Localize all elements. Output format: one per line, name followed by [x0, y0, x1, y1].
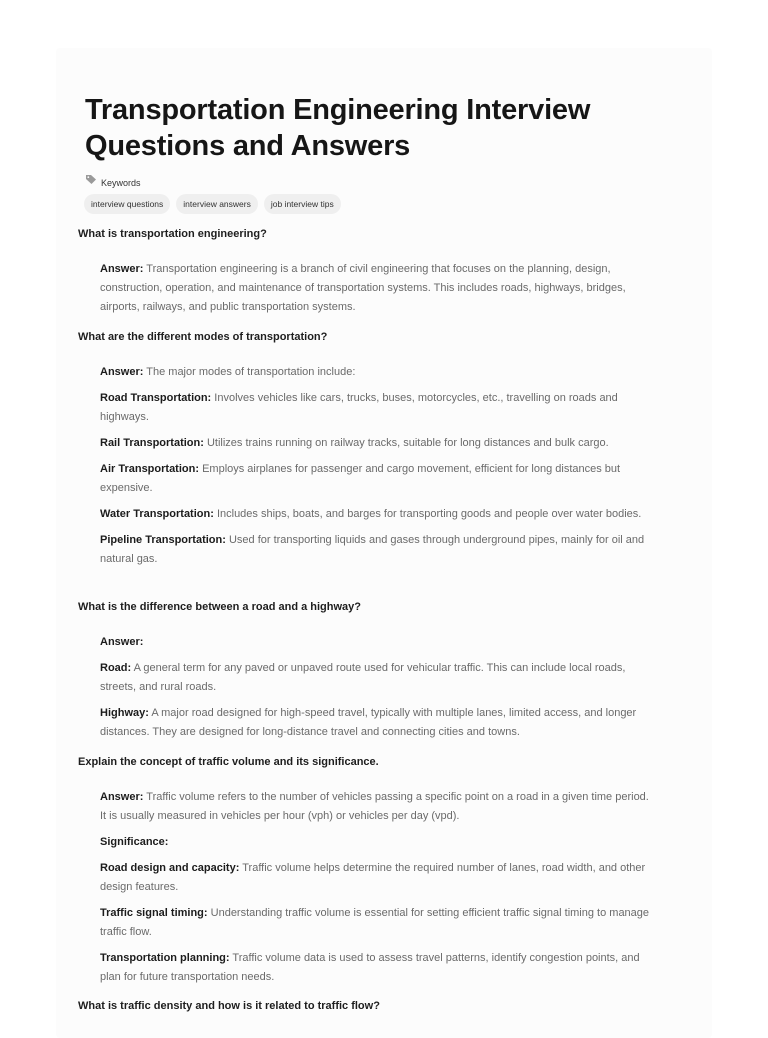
mode-label: Air Transportation:	[100, 463, 200, 475]
significance-item-text: Understanding traffic volume is essential for setting efficient traffic signal timing to manage traffic flow.	[100, 907, 650, 938]
significance-item-label: Traffic signal timing:	[100, 907, 208, 919]
mode-label: Rail Transportation:	[100, 437, 204, 449]
mode-text: Used for transporting liquids and gases through underground pipes, mainly for oil and natural gas.	[100, 534, 645, 565]
significance-label: Significance:	[100, 836, 169, 848]
answer-text: Transportation engineering is a branch of civil engineering that focuses on the planning, design, construction, operation, and maintenance of transportation systems. This includes roads, highways, bridges, airports, railways, and public transportation systems.	[100, 263, 626, 313]
qa-section	[78, 999, 638, 1013]
page-title: Transportation Engineering Interview Questions and Answers	[85, 94, 591, 162]
mode-text: Employs airplanes for passenger and cargo movement, efficient for long distances but expensive.	[100, 463, 621, 494]
mode-text: Utilizes trains running on railway tracks, suitable for long distances and bulk cargo.	[203, 437, 609, 449]
qa-section	[78, 227, 638, 317]
mode-text: Involves vehicles like cars, trucks, buses, motorcycles, etc., travelling on roads and highways.	[100, 392, 618, 423]
keyword-tag[interactable]: interview questions	[84, 194, 170, 214]
definition-text: A general term for any paved or unpaved route used for vehicular traffic. This can include local roads, streets, and rural roads.	[100, 662, 626, 693]
mode-item	[100, 460, 655, 498]
definition-label: Road:	[100, 662, 132, 674]
question-heading: What is traffic density and how is it related to traffic flow?	[78, 1000, 380, 1012]
keyword-tag[interactable]: job interview tips	[264, 194, 341, 214]
answer-block	[100, 260, 655, 317]
mode-label: Road Transportation:	[100, 392, 212, 404]
answer-paragraph	[100, 788, 655, 826]
answer-block	[100, 363, 655, 569]
mode-item	[100, 434, 655, 453]
mode-item	[100, 531, 655, 569]
answer-label: Answer:	[100, 263, 144, 275]
keyword-tag[interactable]: interview answers	[176, 194, 258, 214]
answer-text: The major modes of transportation include:	[143, 366, 356, 378]
definition-item	[100, 704, 655, 742]
question-heading: Explain the concept of traffic volume and its significance.	[78, 756, 379, 768]
mode-item	[100, 505, 655, 524]
keyword-tags	[84, 194, 685, 214]
answer-label: Answer:	[100, 636, 144, 648]
answer-block	[100, 633, 655, 742]
question-heading: What is transportation engineering?	[78, 228, 267, 240]
answer-text: Traffic volume refers to the number of vehicles passing a specific point on a road in a given time period. It is usually measured in vehicles per hour (vph) or vehicles per day (vpd).	[100, 791, 649, 822]
significance-item	[100, 859, 655, 897]
significance-item	[100, 904, 655, 942]
mode-label: Pipeline Transportation:	[100, 534, 226, 546]
qa-section	[78, 755, 650, 987]
answer-label: Answer:	[100, 366, 144, 378]
answer-paragraph	[100, 363, 655, 382]
qa-section	[78, 330, 645, 569]
document-page	[56, 48, 712, 1038]
definition-item	[100, 659, 655, 697]
significance-item-text: Traffic volume data is used to assess travel patterns, identify congestion points, and plan for future transportation needs.	[100, 952, 640, 983]
mode-text: Includes ships, boats, and barges for transporting goods and people over water bodies.	[213, 508, 642, 520]
question-heading: What is the difference between a road and a highway?	[78, 601, 361, 613]
answer-block	[100, 788, 655, 987]
mode-item	[100, 389, 655, 427]
definition-label: Highway:	[100, 707, 149, 719]
question-heading: What are the different modes of transportation?	[78, 331, 328, 343]
definition-text: A major road designed for high-speed travel, typically with multiple lanes, limited access, and longer distances. They are designed for long-distance travel and connecting cities and towns.	[100, 707, 637, 738]
keywords-row	[85, 173, 685, 189]
answer-paragraph	[100, 260, 655, 317]
significance-item	[100, 949, 655, 987]
answer-paragraph	[100, 633, 655, 652]
document-header	[85, 92, 685, 214]
significance-item-text: Traffic volume helps determine the required number of lanes, road width, and other design features.	[100, 862, 646, 893]
significance-item-label: Road design and capacity:	[100, 862, 240, 874]
tag-icon	[85, 174, 98, 185]
answer-label: Answer:	[100, 791, 144, 803]
keywords-label: Keywords	[101, 178, 141, 188]
mode-label: Water Transportation:	[100, 508, 214, 520]
significance-heading	[100, 833, 655, 852]
significance-item-label: Transportation planning:	[100, 952, 230, 964]
qa-section	[78, 600, 638, 742]
